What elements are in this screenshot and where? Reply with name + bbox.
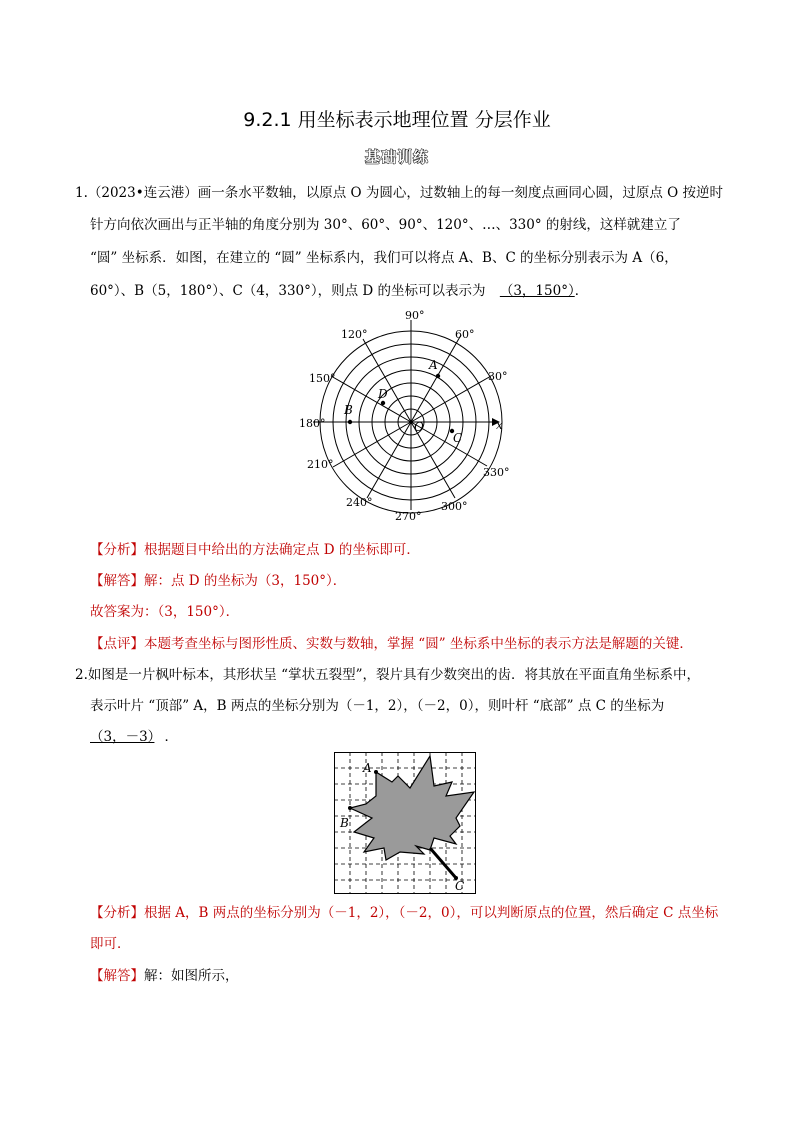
- label-210: 210°: [307, 458, 334, 471]
- q1-solution-label: 【解答】: [90, 573, 144, 589]
- label-30: 30°: [488, 370, 508, 383]
- q1-answer-line: 故答案为：（3，150°）．: [90, 604, 240, 620]
- label-330: 330°: [483, 466, 510, 479]
- leaf-grid-figure: [334, 752, 478, 896]
- polar-figure: [295, 306, 515, 526]
- x-axis-label: x: [496, 418, 503, 432]
- point-B-label: B: [344, 403, 353, 417]
- q1-comment: [90, 634, 730, 654]
- leaf-point-A-label: A: [363, 761, 372, 775]
- q2-analysis: [90, 903, 730, 923]
- q2-line3: [90, 727, 730, 747]
- q1-line4: [90, 281, 730, 301]
- label-180: 180°: [299, 417, 326, 430]
- q2-analysis-cont: 即可．: [90, 936, 131, 952]
- q1-line4-end: ．: [574, 283, 589, 299]
- q2-analysis-label: 【分析】: [90, 905, 144, 921]
- q1-analysis-text: 根据题目中给出的方法确定点 D 的坐标即可．: [144, 542, 420, 558]
- q2-solution-text: 解：如图所示，: [144, 968, 239, 984]
- label-150: 150°: [309, 372, 336, 385]
- q2-answer: （3，－3）: [90, 729, 155, 745]
- leaf-point-B-label: B: [340, 816, 349, 830]
- q1-solution-text: 解：点 D 的坐标为（3，150°）．: [144, 573, 347, 589]
- q1-line1: 1.（2023•连云港）画一条水平数轴，以原点 O 为圆心，过数轴上的每一刻度点画同心圆，过原点 O 按逆时: [75, 185, 723, 201]
- leaf-point-C-label: C: [455, 879, 465, 893]
- q2-solution-label: 【解答】: [90, 968, 144, 984]
- section-title: 基础训练: [364, 148, 429, 166]
- q1-solution: [90, 571, 730, 591]
- q1-analysis: [90, 540, 730, 560]
- label-90: 90°: [405, 309, 425, 322]
- q1-comment-label: 【点评】: [90, 636, 144, 652]
- q2-line3-end: ．: [164, 729, 178, 745]
- q1-analysis-label: 【分析】: [90, 542, 144, 558]
- q1-line2: 针方向依次画出与正半轴的角度分别为 30°、60°、90°、120°、…、330° 的射线，这样就建立了: [90, 217, 681, 233]
- q1-line3: “圆” 坐标系．如图，在建立的 “圆” 坐标系内，我们可以将点 A、B、C 的坐标分别表示为 A（6，: [90, 250, 678, 266]
- q2-line2: 表示叶片 “顶部” A，B 两点的坐标分别为（－1，2），（－2，0），则叶杆 “底部” 点 C 的坐标为: [90, 698, 665, 714]
- label-120: 120°: [341, 328, 368, 341]
- point-D-label: D: [378, 387, 388, 401]
- origin-O-label: O: [414, 420, 424, 434]
- q2-solution: [90, 966, 730, 986]
- point-A-label: A: [429, 358, 438, 372]
- label-270: 270°: [395, 510, 422, 523]
- label-240: 240°: [346, 496, 373, 509]
- q1-line4-text: 60°）、B（5，180°）、C（4，330°），则点 D 的坐标可以表示为: [90, 283, 486, 299]
- q1-comment-text: 本题考查坐标与图形性质、实数与数轴，掌握 “圆” 坐标系中坐标的表示方法是解题的关键．: [144, 636, 693, 652]
- page-title: 9.2.1 用坐标表示地理位置 分层作业: [243, 109, 551, 131]
- label-60: 60°: [455, 328, 475, 341]
- point-C-label: C: [453, 431, 463, 445]
- q2-line1: 2.如图是一片枫叶标本，其形状呈 “掌状五裂型”，裂片具有少数突出的齿．将其放在平面直角坐标系中，: [75, 667, 700, 683]
- q1-answer: （3，150°）: [499, 283, 575, 299]
- q2-analysis-text: 根据 A，B 两点的坐标分别为（－1，2），（－2，0），可以判断原点的位置，然后确定 C 点坐标: [144, 905, 719, 921]
- label-300: 300°: [441, 500, 468, 513]
